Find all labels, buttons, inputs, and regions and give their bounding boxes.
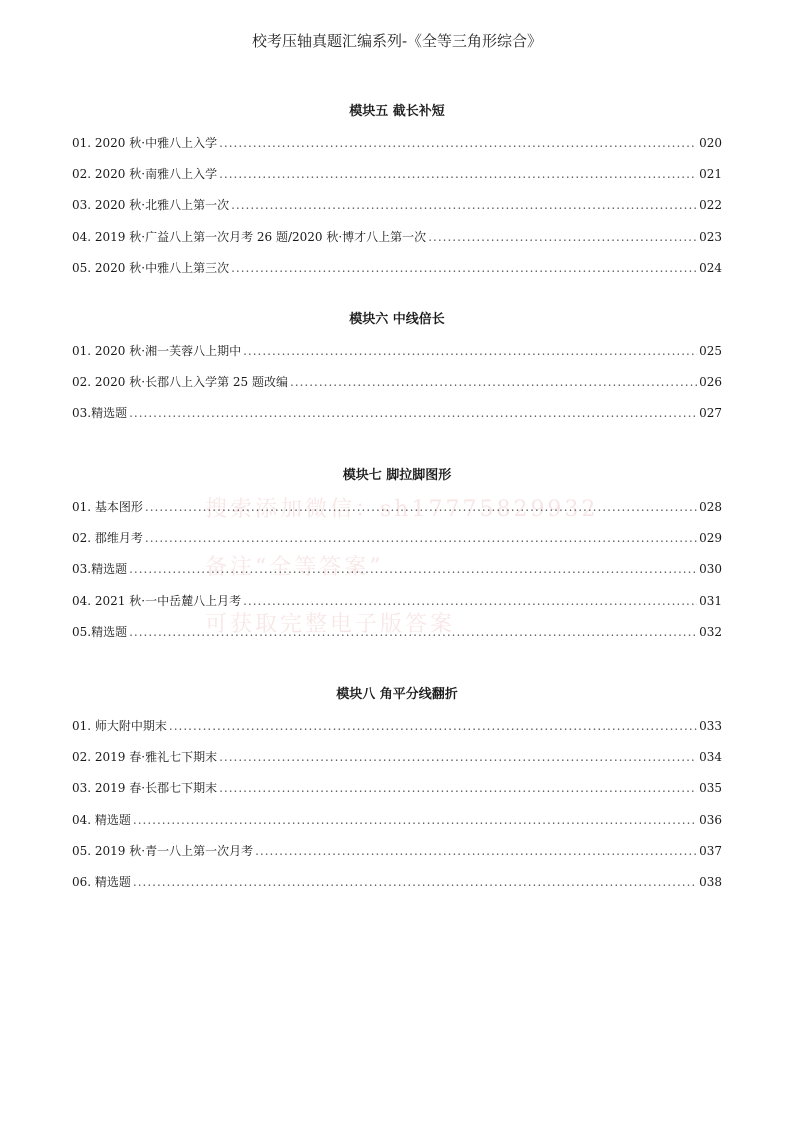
toc-entry-label: 01. 2020 秋·湘一芙蓉八上期中 — [72, 344, 242, 358]
toc-entry[interactable] — [72, 811, 722, 842]
toc-entry-label: 01. 2020 秋·中雅八上入学 — [72, 136, 218, 150]
toc-entry[interactable] — [72, 529, 722, 560]
toc-entry-page: 030 — [699, 562, 722, 577]
toc-entry-page: 027 — [699, 406, 722, 421]
toc-entry[interactable] — [72, 259, 722, 290]
toc-entry[interactable] — [72, 717, 722, 748]
toc-entry-page: 032 — [699, 624, 722, 639]
toc-entry-label: 05. 2019 秋·青一八上第一次月考 — [72, 843, 254, 858]
toc-entry[interactable] — [72, 873, 722, 904]
toc-entry-page: 028 — [699, 500, 722, 514]
toc-leader-dots — [255, 844, 697, 858]
toc-leader-dots — [219, 781, 697, 795]
toc-leader-dots — [231, 198, 697, 212]
toc-leader-dots — [133, 875, 697, 889]
toc-entry-label: 03. 2019 春·长郡七下期末 — [72, 781, 218, 796]
toc-entry-page: 035 — [699, 781, 722, 796]
toc-entry-label: 03.精选题 — [72, 406, 128, 421]
toc-leader-dots — [428, 230, 697, 244]
toc-entry-label: 04. 2019 秋·广益八上第一次月考 26 题/2020 秋·博才八上第一次 — [72, 229, 427, 244]
toc-leader-dots — [243, 344, 697, 358]
toc-entry[interactable] — [72, 373, 722, 404]
section-title: 模块五 截长补短 — [349, 104, 445, 119]
toc-entry-label: 03.精选题 — [72, 562, 128, 577]
toc-leader-dots — [231, 261, 697, 275]
toc-entry[interactable] — [72, 342, 722, 373]
toc-entry[interactable] — [72, 779, 722, 810]
toc-entry-page: 038 — [699, 874, 722, 889]
toc-entry-page: 026 — [699, 375, 722, 390]
toc-leader-dots — [219, 136, 697, 150]
toc-entry-page: 029 — [699, 531, 722, 546]
toc-entry-label: 05.精选题 — [72, 624, 128, 639]
toc-entry-page: 022 — [699, 198, 722, 213]
page-header: 校考压轴真题汇编系列-《全等三角形综合》 — [251, 32, 543, 50]
toc-entry-label: 04. 2021 秋·一中岳麓八上月考 — [72, 593, 242, 608]
toc-entry-page: 020 — [699, 136, 722, 150]
toc-entry-label: 05. 2020 秋·中雅八上第三次 — [72, 260, 230, 275]
toc-entry-page: 036 — [699, 812, 722, 827]
toc-entry-page: 024 — [699, 260, 722, 275]
watermark-line: 备注“全等答案” — [205, 555, 384, 580]
toc-entry[interactable] — [72, 623, 722, 654]
toc-entry[interactable] — [72, 748, 722, 779]
toc-leader-dots — [243, 594, 697, 608]
toc-entry-label: 02. 2020 秋·南雅八上入学 — [72, 167, 218, 182]
toc-entry-label: 02. 2020 秋·长郡八上入学第 25 题改编 — [72, 375, 288, 390]
toc-entry-label: 04. 精选题 — [72, 812, 131, 827]
watermark-line: 可获取完整电子版答案 — [205, 612, 456, 637]
toc-entry-page: 025 — [699, 344, 722, 358]
toc-entry[interactable] — [72, 560, 722, 591]
toc-entry[interactable] — [72, 228, 722, 259]
toc-entry-label: 03. 2020 秋·北雅八上第一次 — [72, 198, 230, 213]
toc-entry-label: 01. 师大附中期末 — [72, 719, 167, 733]
section-module-6 — [72, 310, 722, 436]
section-title: 模块八 角平分线翻折 — [336, 687, 458, 702]
toc-entry[interactable] — [72, 498, 722, 529]
toc-entry-page: 034 — [699, 750, 722, 765]
toc-entry-label: 02. 郡维月考 — [72, 531, 143, 546]
toc-entry-page: 037 — [699, 843, 722, 858]
toc-entry-page: 031 — [699, 593, 722, 608]
section-module-8 — [72, 685, 722, 904]
watermark-line: 搜索添加微信：sh17775829932 — [205, 497, 599, 522]
toc-leader-dots — [219, 167, 697, 181]
toc-entry[interactable] — [72, 592, 722, 623]
toc-entry[interactable] — [72, 165, 722, 196]
toc-entry-page: 033 — [699, 719, 722, 733]
toc-entry[interactable] — [72, 134, 722, 165]
toc-leader-dots — [129, 406, 697, 420]
toc-entry[interactable] — [72, 196, 722, 227]
toc-entry-label: 06. 精选题 — [72, 874, 131, 889]
toc-entry-label: 02. 2019 春·雅礼七下期末 — [72, 750, 218, 765]
toc-entry-page: 023 — [699, 229, 722, 244]
toc-entry[interactable] — [72, 404, 722, 435]
toc-leader-dots — [133, 813, 697, 827]
section-title: 模块六 中线倍长 — [349, 312, 445, 327]
section-title: 模块七 脚拉脚图形 — [342, 468, 452, 483]
toc-leader-dots — [129, 562, 697, 576]
toc-leader-dots — [129, 625, 697, 639]
section-module-7 — [72, 466, 722, 654]
toc-leader-dots — [219, 750, 697, 764]
toc-entry-page: 021 — [699, 167, 722, 182]
toc-leader-dots — [145, 500, 697, 514]
toc-leader-dots — [290, 375, 697, 389]
toc-entry-label: 01. 基本图形 — [72, 500, 143, 514]
section-module-5 — [72, 102, 722, 290]
toc-leader-dots — [145, 531, 697, 545]
toc-leader-dots — [169, 719, 697, 733]
toc-entry[interactable] — [72, 842, 722, 873]
